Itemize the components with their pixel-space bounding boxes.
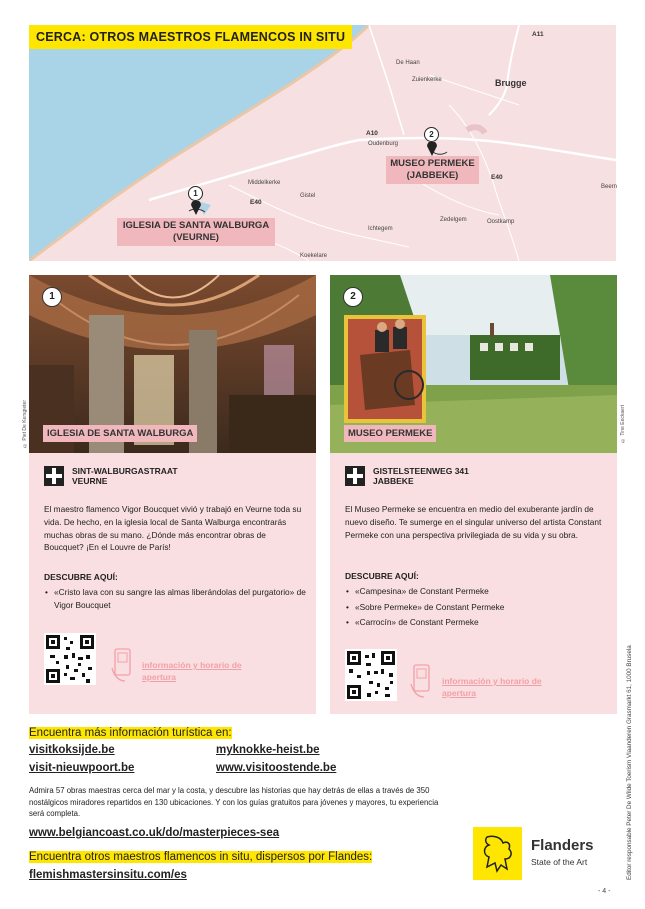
pin-icon xyxy=(424,142,440,156)
map-title: CERCA: OTROS MAESTROS FLAMENCOS IN SITU xyxy=(29,25,352,49)
address-icon xyxy=(44,466,64,486)
road-e40-left: E40 xyxy=(250,199,262,206)
coast-description: Admira 57 obras maestras cerca del mar y la costa, y descubre las historias que hay detrás de ellas a través de 350 nostálgicos miradores repartidos en 130 ubicaciones. Y con los guías gratuitos para jóvenes y mayores, tu experiencia será completa. xyxy=(29,786,439,818)
map-label-museo-permeke: MUSEO PERMEKE (JABBEKE) xyxy=(386,156,479,184)
lion-icon xyxy=(473,827,522,880)
discover-heading: DESCUBRE AQUÍ: xyxy=(44,572,118,582)
place-ichtegem: Ichtegem xyxy=(368,226,393,232)
place-de-haan: De Haan xyxy=(396,60,420,66)
place-beernem: Beern xyxy=(601,184,618,190)
info-hours-link[interactable]: información y horario de apertura xyxy=(442,676,542,698)
qr-code-icon[interactable] xyxy=(44,633,96,685)
list-item: • «Carrocín» de Constant Permeke xyxy=(345,616,607,629)
logo-tagline: State of the Art xyxy=(531,857,588,867)
address-icon xyxy=(345,466,365,486)
link-visitoostende[interactable]: www.visitoostende.be xyxy=(216,762,337,774)
place-zuienkerke: Zuienkerke xyxy=(412,77,442,83)
list-item: • «Campesina» de Constant Permeke xyxy=(345,585,607,598)
discover-heading: DESCUBRE AQUÍ: xyxy=(345,571,419,581)
marker-1-number: 1 xyxy=(188,186,203,201)
place-oudenburg: Oudenburg xyxy=(368,141,399,147)
photo-label: MUSEO PERMEKE xyxy=(344,425,436,442)
place-gistel: Gistel xyxy=(300,193,316,199)
church-photo xyxy=(29,275,316,453)
description: El Museo Permeke se encuentra en medio del exuberante jardín de nuevo diseño. Te sumerge en el singular universo del artista Constant Permeke con una perspectiva privilegiada de su vida y su obra. xyxy=(345,504,602,540)
map-marker-1[interactable] xyxy=(188,186,204,216)
description: El maestro flamenco Vigor Boucquet vivió y trabajó en Veurne toda su vida. De hecho, en la iglesia local de Santa Walburga encontrarás muchas obras de su mano. ¿Dónde más encontrar obras de Boucquet? ¡En el Louvre de París! xyxy=(44,504,302,553)
artwork-list xyxy=(44,586,306,614)
link-flemishmasters[interactable]: flemishmastersinsitu.com/es xyxy=(29,869,187,881)
map-label-santa-walburga: IGLESIA DE SANTA WALBURGA (VEURNE) xyxy=(117,218,275,246)
more-info-title: Encuentra más información turística en: xyxy=(29,727,232,739)
qr-code-icon[interactable] xyxy=(345,649,397,701)
address-street: GISTELSTEENWEG 341 xyxy=(373,466,469,476)
map-marker-2[interactable] xyxy=(424,127,440,157)
list-item: • «Sobre Permeke» de Constant Permeke xyxy=(345,601,607,614)
card-museo-permeke xyxy=(330,275,617,714)
place-oostkamp: Oostkamp xyxy=(487,219,515,225)
card-number-badge: 1 xyxy=(42,287,62,307)
photo-credit: © Piet De Kersgieter xyxy=(22,400,28,448)
address-city: JABBEKE xyxy=(373,476,414,486)
info-hours-link[interactable]: información y horario de apertura xyxy=(142,660,242,682)
address-city: VEURNE xyxy=(72,476,108,486)
link-myknokke-heist[interactable]: myknokke-heist.be xyxy=(216,744,320,756)
place-brugge: Brugge xyxy=(495,78,527,88)
artwork-list xyxy=(345,585,607,632)
marker-2-number: 2 xyxy=(424,127,439,142)
phone-icon xyxy=(410,664,434,698)
photo-label: IGLESIA DE SANTA WALBURGA xyxy=(43,425,197,442)
flanders-logo xyxy=(473,827,615,880)
page-number: - 4 - xyxy=(598,888,611,895)
card-number-badge: 2 xyxy=(343,287,363,307)
link-visit-nieuwpoort[interactable]: visit-nieuwpoort.be xyxy=(29,762,135,774)
address-street: SINT-WALBURGASTRAAT xyxy=(72,466,178,476)
list-item: • «Cristo lava con su sangre las almas liberándolas del purgatorio» de Vigor Boucquet xyxy=(44,586,306,611)
pin-icon xyxy=(188,201,204,215)
address xyxy=(345,466,469,486)
link-visitkoksijde[interactable]: visitkoksijde.be xyxy=(29,744,115,756)
photo-credit: © Tine Eeckaert xyxy=(620,405,626,443)
link-belgiancoast[interactable]: www.belgiancoast.co.uk/do/masterpieces-sea xyxy=(29,827,280,839)
logo-name: Flanders xyxy=(531,837,594,854)
museum-photo xyxy=(330,275,617,453)
place-koekelare: Koekelare xyxy=(300,253,328,259)
place-middelkerke: Middelkerke xyxy=(248,180,281,186)
phone-icon xyxy=(111,648,135,682)
card-santa-walburga xyxy=(29,275,316,714)
flanders-title: Encuentra otros maestros flamencos in situ, dispersos por Flandes: xyxy=(29,851,373,863)
place-zedelgem: Zedelgem xyxy=(440,217,467,223)
road-e40-right: E40 xyxy=(491,174,503,181)
address xyxy=(44,466,178,486)
road-a11: A11 xyxy=(532,31,544,38)
road-a10: A10 xyxy=(366,130,378,137)
publisher-info: Editor responsable Peter De Wilde Toerism Vlaanderen Grasmarkt 61, 1000 Brusela xyxy=(626,645,633,880)
